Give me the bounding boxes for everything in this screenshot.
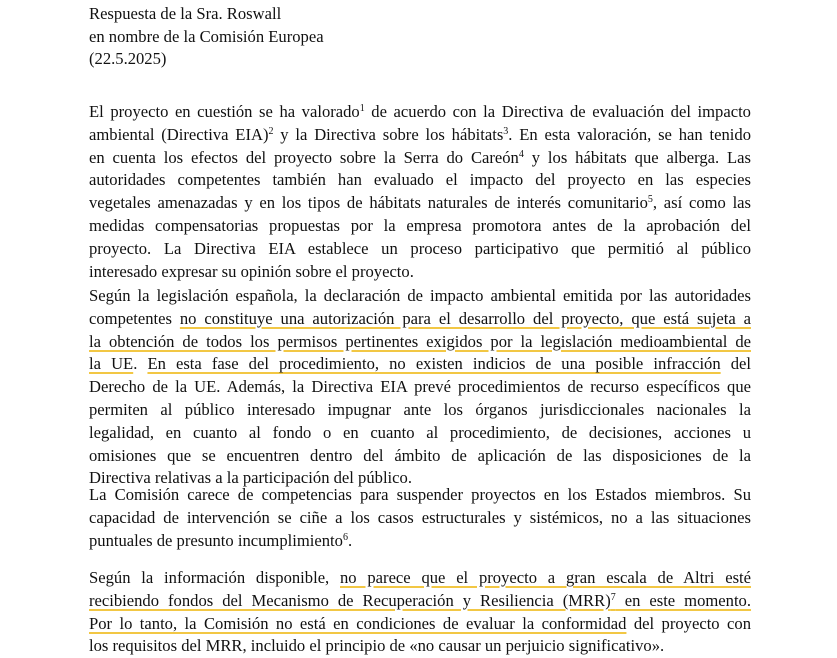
footnote-ref-5[interactable]: 5	[647, 194, 653, 206]
p2-line: Derecho de la UE. Además, la Directiva EIA prevé procedimientos de recurso específicos que	[89, 377, 751, 397]
footnote-ref-2[interactable]: 2	[268, 125, 274, 137]
paragraph-4	[89, 567, 751, 658]
p1-line: vegetales amenazadas y en los tipos de hábitats naturales de interés comunitario$^5$, así como las	[89, 193, 751, 213]
p1-line: autoridades competentes también han evaluado el impacto del proyecto en las especies	[89, 170, 751, 190]
p3-line: La Comisión carece de competencias para suspender proyectos en los Estados miembros. Su	[89, 485, 751, 504]
footnote-ref-1[interactable]: 1	[359, 103, 365, 114]
paragraph-2	[89, 285, 751, 490]
footnote-ref-3[interactable]: 3	[503, 125, 509, 137]
p2-line: Directiva relativas a la participación del público.	[89, 468, 412, 488]
highlighted-text: no parece que el proyecto a gran escala de Altri esté	[340, 568, 751, 587]
answer-header	[89, 3, 324, 71]
header-line-institution: en nombre de la Comisión Europea	[89, 26, 324, 46]
p3-line: capacidad de intervención se ciñe a los casos estructurales y sistémicos, no a las situaciones	[89, 507, 751, 527]
p2-line: competentes no constituye una autorización para el desarrollo del proyecto, que está sujeta a	[89, 308, 751, 328]
highlighted-text: recibiendo fondos del Mecanismo de Recuperación y Resiliencia (MRR)$^7$ en este momento.	[89, 590, 752, 610]
paragraph-1	[89, 101, 751, 283]
p4-line: los requisitos del MRR, incluido el principio de «no causar un perjuicio significativo».	[89, 636, 665, 656]
paragraph-3	[89, 484, 751, 552]
p2-line: legalidad, en cuanto al fondo o en cuanto al procedimiento, de decisiones, acciones u	[89, 422, 751, 442]
p1-line: medidas compensatorias propuestas por la empresa promotora antes de la aprobación del	[89, 215, 751, 235]
highlighted-text: En esta fase del procedimiento, no existen indicios de una posible infracción	[147, 354, 721, 374]
footnote-ref-6[interactable]: 6	[342, 531, 348, 543]
p1-line: proyecto. La Directiva EIA establece un proceso participativo que permitió al público	[89, 238, 751, 258]
header-line-date: (22.5.2025)	[89, 49, 167, 68]
highlighted-text: no constituye una autorización para el desarrollo del proyecto, que está sujeta a	[179, 308, 751, 328]
footnote-ref-4[interactable]: 4	[518, 148, 524, 160]
highlighted-text: la UE	[89, 354, 134, 374]
p1-line: El proyecto en cuestión se ha valorado$^1$ de acuerdo con la Directiva de evaluación del impacto	[89, 102, 751, 121]
highlighted-text: Por lo tanto, la Comisión no está en condiciones de evaluar la conformidad	[89, 613, 627, 633]
p4-line	[89, 590, 751, 613]
header-line-respondent: Respuesta de la Sra. Roswall	[89, 4, 282, 23]
p2-line	[89, 331, 751, 354]
p2-line: permiten al público interesado impugnar ante los órganos jurisdiccionales nacionales la	[89, 399, 751, 419]
footnote-ref-7[interactable]: 7	[610, 591, 616, 603]
highlighted-text: la obtención de todos los permisos pertinentes exigidos por la legislación medioambiental de	[89, 331, 751, 351]
p3-line: puntuales de presunto incumplimiento$^6$.	[89, 530, 353, 550]
p4-line: Por lo tanto, la Comisión no está en condiciones de evaluar la conformidad del proyecto con	[89, 613, 751, 633]
p1-line: interesado expresar su opinión sobre el proyecto.	[89, 261, 414, 281]
p2-line: Según la legislación española, la declaración de impacto ambiental emitida por las autoridades	[89, 286, 751, 305]
p1-line: ambiental (Directiva EIA)$^2$ y la Directiva sobre los hábitats$^3$. En esta valoración, se han tenido	[89, 124, 751, 144]
p4-line: Según la información disponible, no parece que el proyecto a gran escala de Altri esté	[89, 568, 751, 587]
p1-line: en cuenta los efectos del proyecto sobre la Serra do Careón$^4$ y los hábitats que alberga. Las	[89, 147, 751, 167]
p2-line: omisiones que se encuentren dentro del ámbito de aplicación de las disposiciones de la	[89, 445, 751, 465]
p2-line: la UE. En esta fase del procedimiento, no existen indicios de una posible infracción del	[89, 354, 752, 374]
